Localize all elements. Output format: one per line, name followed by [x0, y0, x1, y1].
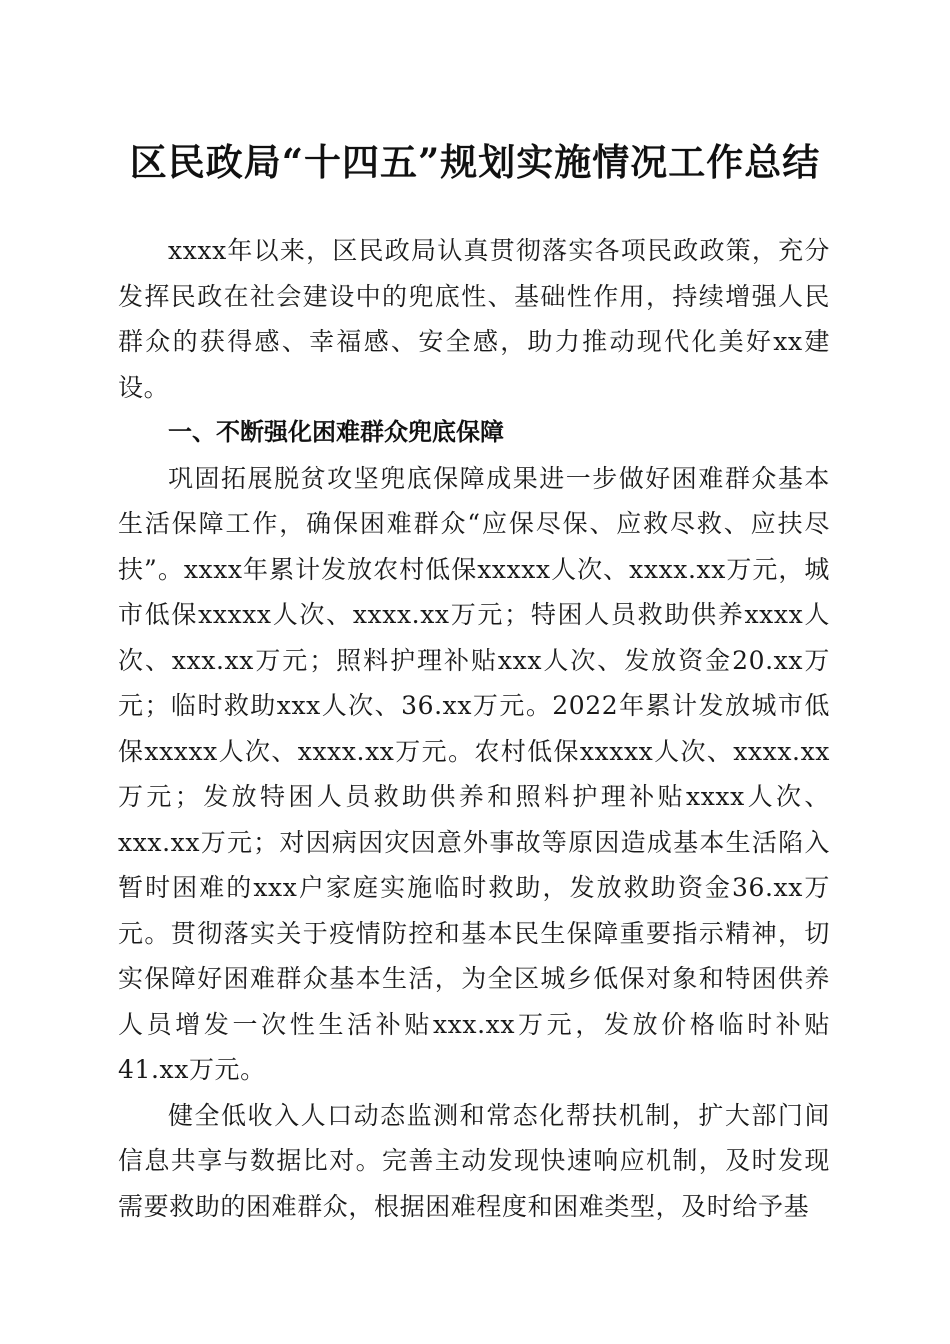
section-heading: 一、不断强化困难群众兜底保障: [168, 418, 504, 446]
intro-paragraph: xxxx年以来，区民政局认真贯彻落实各项民政政策，充分发挥民政在社会建设中的兜底性、基础性作用，持续增强人民群众的获得感、幸福感、安全感，助力推动现代化美好xx建设。: [118, 236, 830, 402]
body-paragraph: 巩固拓展脱贫攻坚兜底保障成果进一步做好困难群众基本生活保障工作，确保困难群众“应保尽保、应救尽救、应扶尽扶”。xxxx年累计发放农村低保xxxxx人次、xxxx.xx万元，城市低保xxxxx人次、xxxx.xx万元；特困人员救助供养xxxx人次、xxx.xx万元；照料护理补贴xxx人次、发放资金20.xx万元；临时救助xxx人次、36.xx万元。2022年累计发放城市低保xxxxx人次、xxxx.xx万元。农村低保xxxxx人次、xxxx.xx万元；发放特困人员救助供养和照料护理补贴xxxx人次、xxx.xx万元；对因病因灾因意外事故等原因造成基本生活陷入暂时困难的xxx户家庭实施临时救助，发放救助资金36.xx万元。贯彻落实关于疫情防控和基本民生保障重要指示精神，切实保障好困难群众基本生活，为全区城乡低保对象和特困供养人员增发一次性生活补贴xxx.xx万元，发放价格临时补贴41.xx万元。: [118, 463, 830, 1084]
document-title: 区民政局“十四五”规划实施情况工作总结: [129, 140, 821, 184]
body-paragraph: 健全低收入人口动态监测和常态化帮扶机制，扩大部门间信息共享与数据比对。完善主动发现快速响应机制，及时发现需要救助的困难群众，根据困难程度和困难类型，及时给予基: [118, 1100, 830, 1221]
document-body: [118, 228, 830, 1229]
